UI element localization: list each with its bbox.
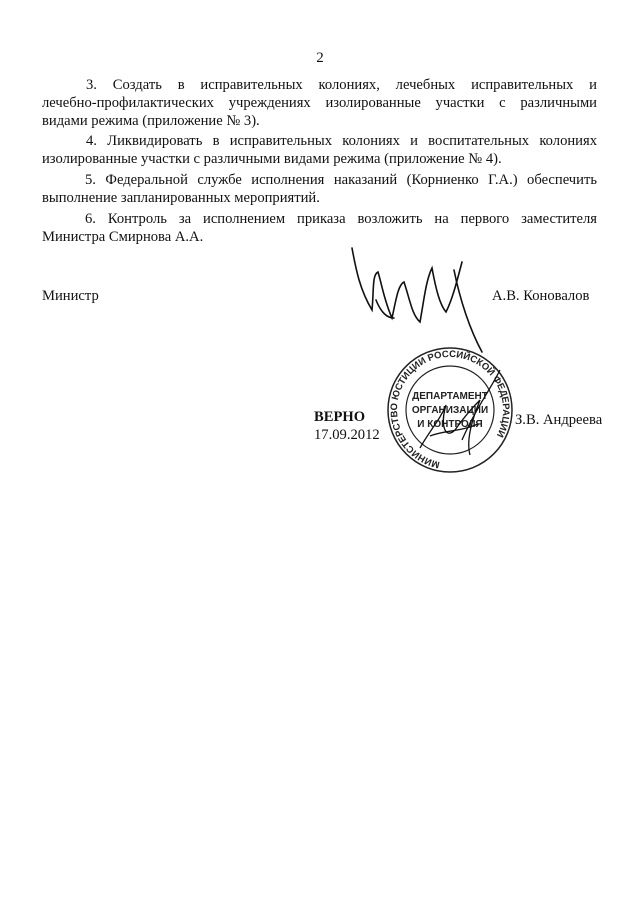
paragraph-6-line-1: 6. Контроль за исполнением приказа возложить на первого заместителя: [85, 211, 597, 227]
paragraph-3-line-1: 3. Создать в исправительных колониях, лечебных исправительных и: [86, 77, 597, 93]
paragraph-5-line-2: выполнение запланированных мероприятий.: [42, 190, 320, 206]
paragraph-6-line-2: Министра Смирнова А.А.: [42, 229, 204, 245]
stamp-ring-text: МИНИСТЕРСТВО ЮСТИЦИИ РОССИЙСКОЙ ФЕДЕРАЦИИ: [388, 348, 512, 470]
stamp-center-line-3: И КОНТРОЛЯ: [417, 419, 483, 430]
signatory-title: Министр: [42, 288, 99, 304]
paragraph-4-line-2: изолированные участки с различными видами режима (приложение № 4).: [42, 151, 502, 167]
paragraph-3-line-2: лечебно-профилактических учреждениях изолированные участки с различными: [42, 95, 597, 111]
signatory-name: А.В. Коновалов: [492, 288, 590, 304]
paragraph-3-line-3: видами режима (приложение № 3).: [42, 113, 260, 129]
paragraph-4-line-1: 4. Ликвидировать в исправительных колониях и воспитательных колониях: [86, 133, 597, 149]
stamp-center-line-1: ДЕПАРТАМЕНТ: [412, 391, 488, 402]
paragraph-5-line-1: 5. Федеральной службе исполнения наказаний (Корниенко Г.А.) обеспечить: [85, 172, 597, 188]
certification-label: ВЕРНО: [314, 409, 366, 425]
certification-date: 17.09.2012: [314, 427, 380, 443]
stamp-center-line-2: ОРГАНИЗАЦИИ: [411, 405, 489, 416]
minister-signature: [352, 248, 482, 352]
certifier-name: З.В. Андреева: [515, 412, 603, 428]
page-number: 2: [316, 50, 324, 66]
official-stamp: [388, 348, 512, 472]
